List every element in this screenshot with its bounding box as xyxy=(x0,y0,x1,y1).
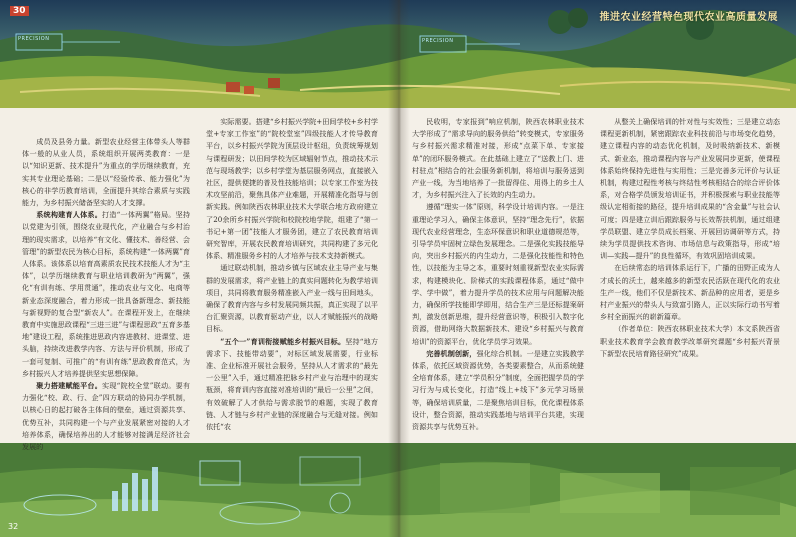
paragraph: （作者单位：陕西农林职业技术大学）本文系陕西省职业技术教育学会教育教学改革研究课题“乡村振兴背景下新型农民培育路径研究”成果。 xyxy=(600,324,780,358)
paragraph: 在后续常态的培训体系运行下，广播的田野正成为人才成长的沃土，越来越多的新型农民活跃在现代化的农业生产一线，他们不仅是新技术、新品种的应用者，更是乡村产业振兴的带头人与致富引路人，正以实际行动书写着乡村全面振兴的崭新篇章。 xyxy=(600,263,780,322)
article-column-2 xyxy=(206,116,378,444)
page-number-left: 30 xyxy=(10,6,29,16)
paragraph: 通过联动机制，推动乡镇与区域农业主导产业与集群的发展需求，将产业链上的真实问题转化为教学培训项目，共同将教育服务精准嵌入产业一线与田间地头，确保了教育内容与乡村发展同频共振，真正实现了以平台汇聚资源，以教育驱动产业，以人才赋能振兴的战略目标。 xyxy=(206,263,378,334)
paragraph: 系统构建育人体系。打造“一体两翼”格局。坚持以党建为引领，围绕农业现代化，产业融合与乡村治理的现实需求，以培养“有文化、懂技术、善经营、会管理”的新型农民为核心目标，系统构建“一体两翼”育人体系。该体系以培育高素质农民技术技能人才为“主体”，以学历继续教育与职业培训教研为“两翼”，强化“有训有练、学用贯通”，推动农业与文化、电商等新业态深度融合，着力形成一批具备新理念、新技能与新视野的复合型“新农人”。在课程开发上，在继续教育中实施思政课程“三进三进”与课程思政“五育多基地”建设工程，系统推进思政内容进教材、进课堂、进头脑，持续改进教学内容、方法与评价机制，形成了一套可复制、可推广的“有训有练”思政教育范式，为乡村振兴人才培养提供坚实思想保障。 xyxy=(22,210,191,378)
paragraph: “五个一”育训衔接赋能乡村振兴目标。坚持“地方需求下、技能带动要”，对标区域发展需要，行业标准、企业标准开展社会服务，坚持从人才需求的“最先一公里”入手，通过精准把脉乡村产业与治理中的现实瓶颈，将育训内容直接对准培训的“最后一公里”之间，有效破解了人才供给与需求脱节的难题，实现了教育链、人才链与乡村产业链的深度融合与无缝对接。例如依托“农 xyxy=(206,336,378,432)
article-column-1 xyxy=(22,136,191,452)
paragraph: 从整关上确保培训的针对性与实效性；三是建立动态课程更新机制，紧密跟踪农业科技前沿与市场变化趋势，建立课程内容的动态优化机制，及时吸纳新技术、新模式、新业态，推动课程内容与产业发展同步更新，使课程体系始终保持先进性与实用性；三是完善多元评价与认证机制，构建过程性考核与终结性考核相结合的综合评价体系，对合格学员颁发培训证书，并积极探索与职业技能等级认定相衔接的路径，提升培训成果的“含金量”与社会认可度；四是建立训后跟踪服务与长效帮扶机制，通过组建学员联盟、建立学员成长档案、开展回访调研等方式，持续为学员提供技术咨询、市场信息与政策指导，形成“培训—实践—提升”的良性循环，有效巩固培训成果。 xyxy=(600,117,780,261)
paragraph: 聚力搭建赋能平台。实现“院校全堂”联动。要有力强化“校、政、行、企”四方联动的协同办学机制，以核心日的起打破各主体间的壁垒，通过资源共享、优势互补，共同构建一个与产业发展紧密对接的人才培养体系，确保培养出的人才能够对接满足经济社会发展的 xyxy=(22,381,191,452)
section-heading: 系统构建育人体系。 xyxy=(36,210,103,220)
hud-label-left: PRECISION xyxy=(18,36,50,42)
hud-label-right: PRECISION xyxy=(422,38,454,44)
running-header-title: 推进农业经营特色现代农业高质量发展 xyxy=(599,12,778,23)
section-heading: 聚力搭建赋能平台。 xyxy=(36,381,103,391)
paragraph: 实际需要。搭建“乡村振兴学院+田间学校+乡村学堂+专家工作室”的“院校堂室”四级技能人才传导教育平台，以乡村振兴学院为顶层设计枢纽，负责统筹规划与课程研发；以田间学校为区域辐射节点，推动技术示范与现场教学；以乡村学堂为基层服务网点，直接嵌入社区，提供便捷的普及性技能培训；以专家工作室为技术攻坚前沿，聚焦具体产业难题，开展精准化指导与创新实践。例如陕西农林职业技术大学联合地方政府建立了20余所乡村振兴学院和校院校地学院，组建了“第一书记+第一团”技能人才服务团，建立了农民教育培训研究智库，开展农民教育培训研究，共同构建了多元化体系、精准服务乡村的人才培养与技术支持新模式。 xyxy=(206,117,378,261)
binding-gutter xyxy=(388,0,410,537)
paragraph: 民收明，专家报到”响应机制，陕西农林职业技术大学形成了“需求导向的服务供给”转变模式，专家服务与乡村振兴需求精准对接，形成“点菜下单、专家接单”的闭环服务模式。在此基础上建立了“送教上门、进村驻点”相结合的社会服务新机制，将培训与服务送到产业一线，为当地培养了一批留得住、用得上的乡土人才，为乡村振兴注入了长效的内生动力。 xyxy=(412,117,584,200)
section-heading: 完善机制创新， xyxy=(426,348,477,358)
article-column-4 xyxy=(600,116,780,444)
section-heading: “五个一”育训衔接赋能乡村振兴目标。 xyxy=(220,336,346,346)
article-column-3 xyxy=(412,116,584,444)
paragraph: 完善机制创新，强化综合机制。一是建立实践教学体系，依托区域资源优势，各类要素整合，从而系统健全培育体系，建立“学员积分”制度，全面把握学员的学习行为与成长变化，打造“线上+线下”多元学习场景等，确保培训质量，二是聚焦培训目标，优化课程体系设计，整合资源，推动实践基地与培训平台共建，实现资源共享与优势互补。 xyxy=(412,348,585,432)
paragraph: 成员及县务力量。新型农业经营主体带头人等群体一般的从业人员，系统组织开展两类教育：一是以“知识更新、技术提升”为重点的学历继续教育，充实其专业理论基础；二是以“经验传承、能力强化”为核心的非学历教育培训，全面提升其综合素质与实践能力，为乡村振兴储备坚实的人才支撑。 xyxy=(22,137,190,208)
page-number-right: 32 xyxy=(8,522,19,531)
paragraph: 遵循“理实一体”原则，科学设计培训内容。一是注重理论学习入，确保主体意识，坚持“理念先行”，依据现代农业经营理念，生态环保意识和职业道德规范等，引导学员牢固树立绿色发展理念。二是强化实践技能导向，突出乡村振兴的内生动力，二是强化技能性和特色性，以技能为主导之本，重要时刻重视新型农业实际需求，构建模块化、阶梯式的实践课程体系，通过“做中学、学中做”，着力提升学员的技术应用与问题解决能力，确保所学技能即学即用，结合生产三是还标提案研判，激发创新思维，提升经营意识等，积极引入数字化资源，借助网络大数据新技术、建设“乡村振兴与教育培训”的资源平台，优化学员学习效果。 xyxy=(412,202,584,346)
